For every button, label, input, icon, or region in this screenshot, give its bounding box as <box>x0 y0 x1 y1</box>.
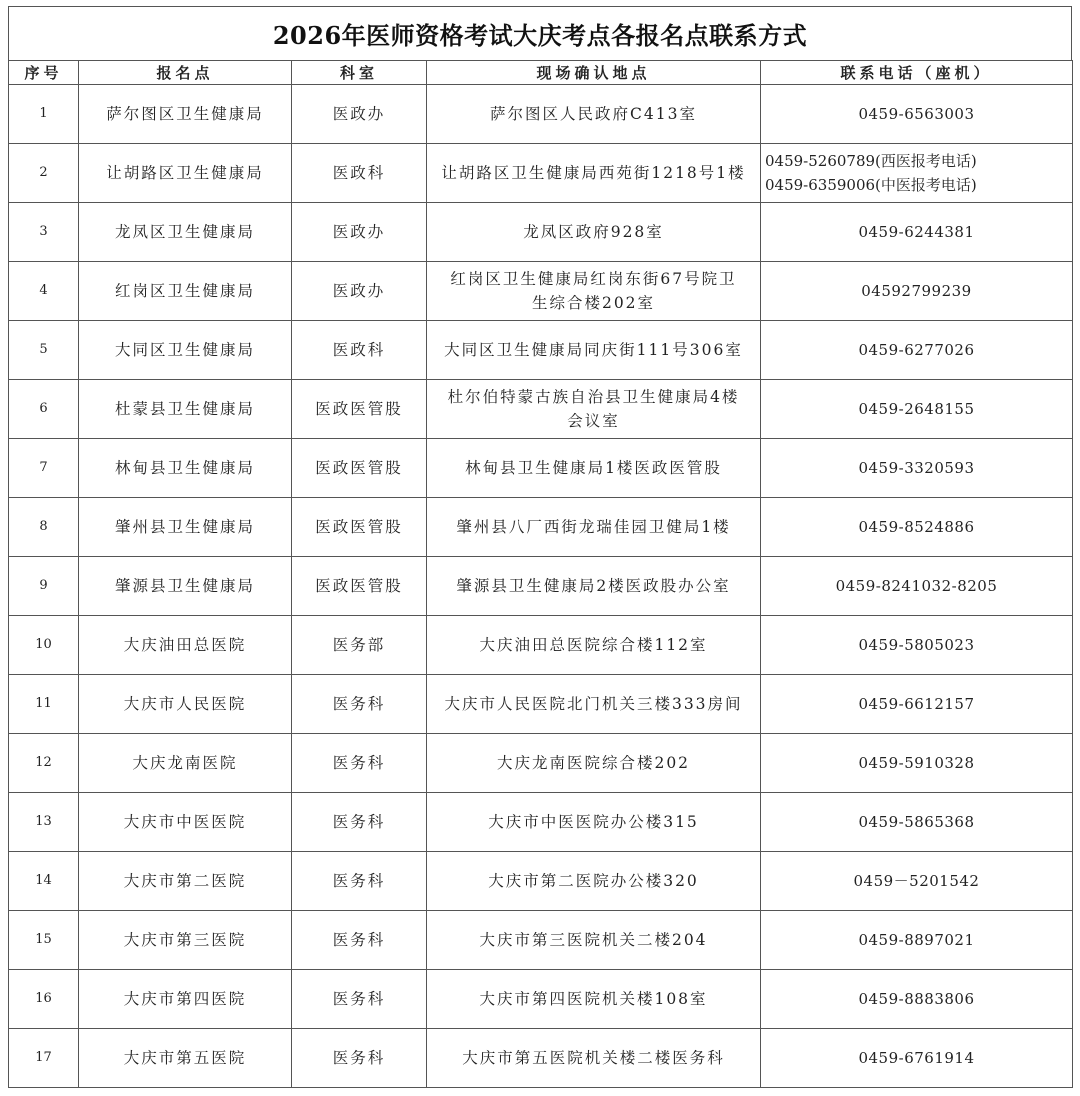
address-cell <box>427 852 761 911</box>
phone-cell <box>761 675 1073 734</box>
table-row <box>9 793 1073 852</box>
address-line: 肇源县卫生健康局2楼医政股办公室 <box>456 577 731 595</box>
row-number: 10 <box>9 616 79 675</box>
contact-sheet <box>8 6 1072 1090</box>
phone-number: 0459-3320593 <box>858 459 975 477</box>
phone-number: 0459-6612157 <box>858 695 975 713</box>
row-number: 17 <box>9 1029 79 1088</box>
header-row <box>9 61 1073 85</box>
address-cell <box>427 557 761 616</box>
address-cell <box>427 203 761 262</box>
header-dept: 科室 <box>292 61 427 85</box>
address-line: 生综合楼202室 <box>531 294 656 312</box>
table-row <box>9 439 1073 498</box>
department: 医政办 <box>292 262 427 321</box>
address-cell <box>427 380 761 439</box>
phone-cell <box>761 970 1073 1029</box>
address-cell <box>427 439 761 498</box>
row-number: 2 <box>9 144 79 203</box>
phone-number: 0459-2648155 <box>858 400 975 418</box>
row-number: 12 <box>9 734 79 793</box>
phone-cell <box>761 321 1073 380</box>
row-number: 6 <box>9 380 79 439</box>
address-cell <box>427 498 761 557</box>
phone-number: 0459-8524886 <box>858 518 975 536</box>
phone-cell <box>761 85 1073 144</box>
department: 医政医管股 <box>292 380 427 439</box>
table-row <box>9 911 1073 970</box>
department: 医务科 <box>292 793 427 852</box>
department: 医务科 <box>292 911 427 970</box>
table-row <box>9 675 1073 734</box>
table-row <box>9 321 1073 380</box>
address-cell <box>427 970 761 1029</box>
phone-cell <box>761 262 1073 321</box>
row-number: 11 <box>9 675 79 734</box>
phone-number: 0459-6277026 <box>858 341 975 359</box>
header-phone: 联系电话（座机） <box>761 61 1073 85</box>
phone-number: 04592799239 <box>861 282 972 300</box>
department: 医务部 <box>292 616 427 675</box>
address-line: 杜尔伯特蒙古族自治县卫生健康局4楼 <box>447 388 740 406</box>
row-number: 13 <box>9 793 79 852</box>
contact-table <box>8 60 1073 1088</box>
row-number: 9 <box>9 557 79 616</box>
table-row <box>9 498 1073 557</box>
address-cell <box>427 262 761 321</box>
site-name: 大庆市第二医院 <box>79 852 292 911</box>
row-number: 3 <box>9 203 79 262</box>
table-row <box>9 144 1073 203</box>
phone-number: 0459-6563003 <box>858 105 975 123</box>
department: 医务科 <box>292 734 427 793</box>
address-line: 大庆市第三医院机关二楼204 <box>479 931 708 949</box>
site-name: 杜蒙县卫生健康局 <box>79 380 292 439</box>
phone-cell <box>761 203 1073 262</box>
phone-cell <box>761 557 1073 616</box>
address-line: 让胡路区卫生健康局西苑街1218号1楼 <box>441 164 746 182</box>
phone-cell <box>761 911 1073 970</box>
row-number: 15 <box>9 911 79 970</box>
table-row <box>9 970 1073 1029</box>
phone-cell <box>761 144 1073 203</box>
department: 医政医管股 <box>292 439 427 498</box>
row-number: 16 <box>9 970 79 1029</box>
address-line: 大同区卫生健康局同庆街111号306室 <box>444 341 743 359</box>
phone-number: 0459-5910328 <box>858 754 975 772</box>
site-name: 大庆油田总医院 <box>79 616 292 675</box>
department: 医务科 <box>292 970 427 1029</box>
phone-number: 0459－5201542 <box>853 872 980 890</box>
phone-number: 0459-6359006(中医报考电话) <box>765 176 977 194</box>
address-cell <box>427 911 761 970</box>
phone-number: 0459-5805023 <box>858 636 975 654</box>
row-number: 4 <box>9 262 79 321</box>
site-name: 大庆龙南医院 <box>79 734 292 793</box>
phone-number: 0459-5865368 <box>858 813 975 831</box>
row-number: 1 <box>9 85 79 144</box>
site-name: 大庆市人民医院 <box>79 675 292 734</box>
site-name: 大庆市第四医院 <box>79 970 292 1029</box>
header-site: 报名点 <box>79 61 292 85</box>
phone-number: 0459-8241032-8205 <box>835 577 998 595</box>
table-row <box>9 1029 1073 1088</box>
phone-cell <box>761 793 1073 852</box>
table-row <box>9 734 1073 793</box>
department: 医政办 <box>292 203 427 262</box>
row-number: 8 <box>9 498 79 557</box>
site-name: 龙凤区卫生健康局 <box>79 203 292 262</box>
address-line: 大庆市中医医院办公楼315 <box>488 813 699 831</box>
table-row <box>9 557 1073 616</box>
site-name: 大庆市中医医院 <box>79 793 292 852</box>
header-address: 现场确认地点 <box>427 61 761 85</box>
address-line: 大庆龙南医院综合楼202 <box>496 754 691 772</box>
site-name: 萨尔图区卫生健康局 <box>79 85 292 144</box>
department: 医政科 <box>292 144 427 203</box>
address-line: 红岗区卫生健康局红岗东街67号院卫 <box>450 270 737 288</box>
phone-number: 0459-6761914 <box>858 1049 975 1067</box>
department: 医政办 <box>292 85 427 144</box>
address-line: 大庆市人民医院北门机关三楼333房间 <box>444 695 743 713</box>
row-number: 5 <box>9 321 79 380</box>
site-name: 肇州县卫生健康局 <box>79 498 292 557</box>
phone-cell <box>761 380 1073 439</box>
table-row <box>9 85 1073 144</box>
table-row <box>9 616 1073 675</box>
phone-number: 0459-8883806 <box>858 990 975 1008</box>
site-name: 让胡路区卫生健康局 <box>79 144 292 203</box>
address-cell <box>427 85 761 144</box>
address-line: 萨尔图区人民政府C413室 <box>490 105 697 123</box>
address-cell <box>427 793 761 852</box>
address-line: 大庆市第四医院机关楼108室 <box>479 990 708 1008</box>
address-cell <box>427 321 761 380</box>
address-line: 肇州县八厂西街龙瑞佳园卫健局1楼 <box>456 518 731 536</box>
site-name: 大同区卫生健康局 <box>79 321 292 380</box>
table-row <box>9 380 1073 439</box>
site-name: 大庆市第三医院 <box>79 911 292 970</box>
department: 医政医管股 <box>292 498 427 557</box>
address-cell <box>427 616 761 675</box>
address-cell <box>427 675 761 734</box>
table-row <box>9 203 1073 262</box>
address-line: 大庆油田总医院综合楼112室 <box>479 636 708 654</box>
site-name: 大庆市第五医院 <box>79 1029 292 1088</box>
address-cell <box>427 144 761 203</box>
phone-cell <box>761 852 1073 911</box>
phone-cell <box>761 616 1073 675</box>
phone-cell <box>761 439 1073 498</box>
page-title: 2026年医师资格考试大庆考点各报名点联系方式 <box>8 6 1072 60</box>
site-name: 肇源县卫生健康局 <box>79 557 292 616</box>
address-line: 林甸县卫生健康局1楼医政医管股 <box>465 459 722 477</box>
address-line: 大庆市第二医院办公楼320 <box>488 872 699 890</box>
department: 医政科 <box>292 321 427 380</box>
address-cell <box>427 734 761 793</box>
table-body <box>9 85 1073 1088</box>
phone-number: 0459-6244381 <box>858 223 975 241</box>
row-number: 7 <box>9 439 79 498</box>
department: 医政医管股 <box>292 557 427 616</box>
phone-cell <box>761 734 1073 793</box>
department: 医务科 <box>292 1029 427 1088</box>
phone-number: 0459-5260789(西医报考电话) <box>765 152 977 170</box>
table-row <box>9 262 1073 321</box>
site-name: 红岗区卫生健康局 <box>79 262 292 321</box>
address-cell <box>427 1029 761 1088</box>
table-row <box>9 852 1073 911</box>
address-line: 龙凤区政府928室 <box>523 223 664 241</box>
header-no: 序号 <box>9 61 79 85</box>
address-line: 会议室 <box>567 412 620 430</box>
row-number: 14 <box>9 852 79 911</box>
department: 医务科 <box>292 852 427 911</box>
phone-cell <box>761 1029 1073 1088</box>
site-name: 林甸县卫生健康局 <box>79 439 292 498</box>
phone-number: 0459-8897021 <box>858 931 975 949</box>
phone-cell <box>761 498 1073 557</box>
address-line: 大庆市第五医院机关楼二楼医务科 <box>462 1049 725 1067</box>
department: 医务科 <box>292 675 427 734</box>
